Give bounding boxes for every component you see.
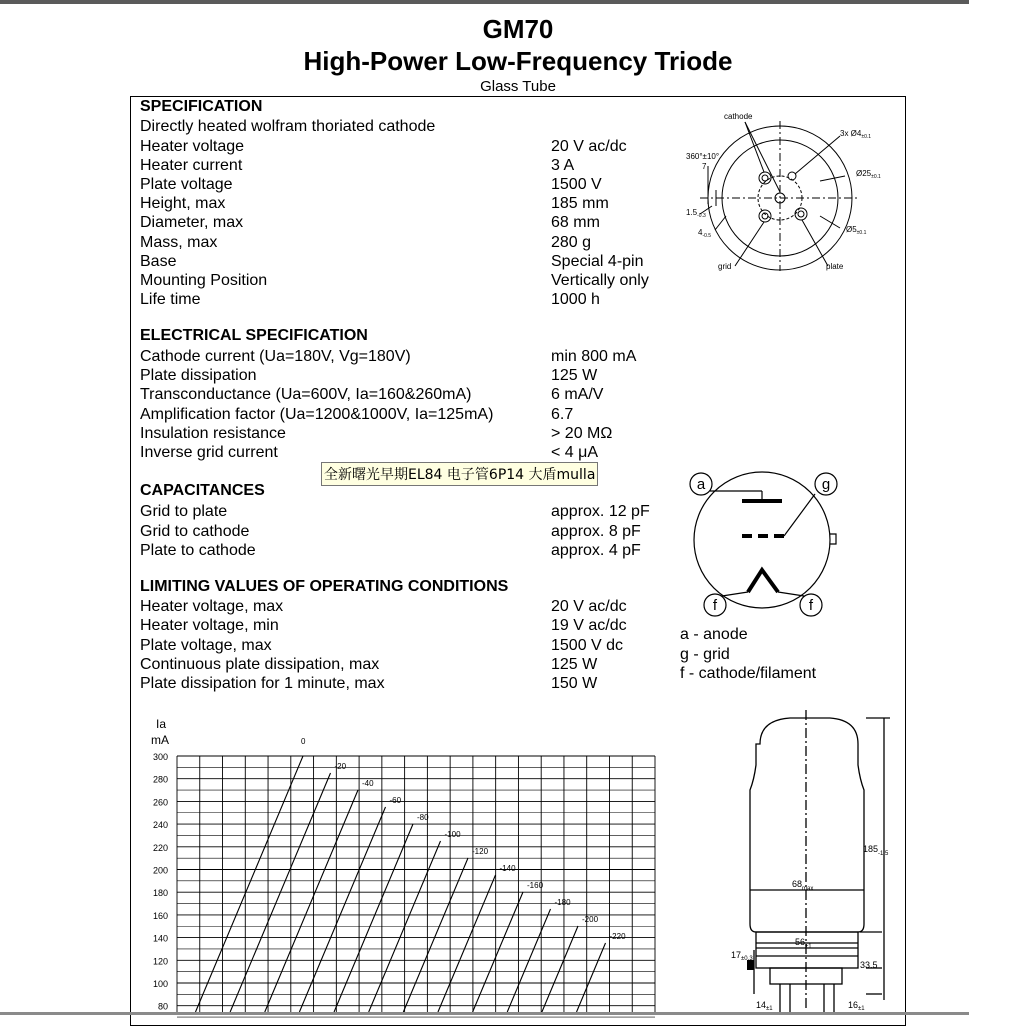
outline-pin-h-label: $17_{\pm 0.3}$ xyxy=(731,950,753,962)
limiting-row-value: 1500 V dc xyxy=(551,636,624,654)
chart-curve-label: -200 xyxy=(582,915,599,924)
tube-outline-drawing xyxy=(730,710,889,1015)
base-d5-label: $Ø5_{\pm 0.1}$ xyxy=(846,225,867,236)
chart-curve-line xyxy=(299,807,385,1012)
base-d25-label: $Ø25_{\pm 0.1}$ xyxy=(856,169,881,180)
capacitances-heading: CAPACITANCES xyxy=(140,482,265,499)
plate-characteristics-chart xyxy=(140,712,670,1012)
chart-curve-label: 0 xyxy=(301,737,306,746)
specification-row-label: Diameter, max xyxy=(140,214,244,232)
specification-row-label: Base xyxy=(140,252,177,270)
limiting-row-value: 20 V ac/dc xyxy=(551,598,627,615)
legend-anode: a - anode xyxy=(680,626,748,643)
chart-curve-line xyxy=(438,875,496,1012)
chart-y-tick-label: 300 xyxy=(152,752,168,762)
tube-model: GM70 xyxy=(482,14,554,44)
capacitances-row-value: approx. 4 pF xyxy=(551,542,641,559)
electrical-row-label: Transconductance (Ua=600V, Ia=160&260mA) xyxy=(140,386,472,404)
base-pin-drawing xyxy=(680,106,881,281)
triode-schematic xyxy=(680,468,850,618)
chart-curve-line xyxy=(473,892,523,1012)
outline-pin1-label: $14_{\pm 1}$ xyxy=(756,1000,773,1012)
chart-y-tick-label: 80 xyxy=(157,1001,168,1012)
chart-ylabel-unit: mA xyxy=(151,733,169,747)
chart-curve-line xyxy=(195,756,303,1012)
outline-base-h-label: 33.5 xyxy=(860,960,878,970)
chart-curve-label: -20 xyxy=(334,762,347,771)
capacitances-row-label: Plate to cathode xyxy=(140,542,256,559)
specification-row-label: Heater current xyxy=(140,157,243,175)
chart-y-tick-label: 260 xyxy=(152,797,168,808)
specification-row-label: Heater voltage xyxy=(140,138,245,155)
pin-f1-label: f xyxy=(712,597,718,614)
specification-row-label: Life time xyxy=(140,290,201,308)
electrical-row-value: > 20 MΩ xyxy=(551,424,613,442)
chart-curve-label: -160 xyxy=(527,881,544,890)
electrical-row-value: min 800 mA xyxy=(551,348,637,365)
outline-base-d-label: $56_{\pm 1}$ xyxy=(795,937,812,950)
capacitances-row-label: Grid to cathode xyxy=(140,522,250,540)
chart-y-tick-label: 280 xyxy=(152,774,168,785)
limiting-row-label: Continuous plate dissipation, max xyxy=(140,655,380,673)
base-dim4-label: $4_{-0.5}$ xyxy=(698,228,712,239)
chart-y-tick-label: 220 xyxy=(152,842,168,853)
chart-curve-label: -60 xyxy=(389,796,402,805)
electrical-row-value: < 4 μA xyxy=(551,444,599,461)
limiting-row-label: Plate dissipation for 1 minute, max xyxy=(140,675,385,693)
specification-row-value: 68 mm xyxy=(551,214,600,232)
legend-grid: g - grid xyxy=(680,646,730,663)
electrical-row-value: 6.7 xyxy=(551,405,574,423)
limiting-row-value: 150 W xyxy=(551,675,598,693)
specification-row-value: 185 mm xyxy=(551,195,609,213)
limiting-heading: LIMITING VALUES OF OPERATING CONDITIONS xyxy=(140,578,509,595)
chart-curve-line xyxy=(334,824,413,1012)
electrical-row-value: 125 W xyxy=(551,367,598,385)
limiting-row-label: Heater voltage, max xyxy=(140,598,284,615)
base-grid-label: grid xyxy=(718,262,732,271)
pin-a-label: a xyxy=(696,476,706,493)
chart-y-tick-label: 240 xyxy=(152,820,168,831)
chart-curve-label: -180 xyxy=(554,898,571,907)
specification-row-value: 20 V ac/dc xyxy=(551,138,627,155)
chart-curve-label: -220 xyxy=(609,932,626,941)
limiting-row-label: Heater voltage, min xyxy=(140,617,279,635)
specification-row-label: Plate voltage xyxy=(140,176,233,194)
pin-g-label: g xyxy=(821,476,831,493)
electrical-heading: ELECTRICAL SPECIFICATION xyxy=(140,327,368,344)
specification-row-value: 1000 h xyxy=(551,290,600,308)
specification-row-value: 1500 V xyxy=(551,176,602,194)
chart-curve-label: -40 xyxy=(362,779,374,788)
limiting-row-value: 125 W xyxy=(551,655,598,673)
base-holes-label: 3x $Ø4_{\pm 0.1}$ xyxy=(840,129,872,140)
page-subtitle: Glass Tube xyxy=(480,78,556,95)
chart-y-tick-label: 120 xyxy=(152,956,168,967)
pin-f2-label: f xyxy=(808,597,814,614)
outline-pin2-label: $16_{\pm 1}$ xyxy=(848,1000,865,1012)
chart-y-tick-label: 140 xyxy=(152,933,168,944)
electrical-row-label: Amplification factor (Ua=1200&1000V, Ia=125mA) xyxy=(140,405,494,423)
window-bottom-edge xyxy=(0,1012,969,1015)
base-cathode-label: cathode xyxy=(724,112,753,121)
specification-row-label: Height, max xyxy=(140,195,226,213)
chart-curve-line xyxy=(542,926,578,1012)
base-dim15-label: $1.5_{-0.3}$ xyxy=(686,208,706,219)
outline-diameter-label: $68_{max}$ xyxy=(792,879,814,892)
chart-curve-label: -140 xyxy=(499,864,516,873)
electrical-row-label: Plate dissipation xyxy=(140,367,257,385)
chart-y-tick-label: 200 xyxy=(152,865,168,876)
limiting-row-value: 19 V ac/dc xyxy=(551,617,627,635)
specification-row-value: 280 g xyxy=(551,233,592,251)
page-title: High-Power Low-Frequency Triode xyxy=(303,46,733,76)
base-plate-label: plate xyxy=(826,262,844,271)
specification-row-label: Mass, max xyxy=(140,233,218,251)
capacitances-row-value: approx. 12 pF xyxy=(551,503,650,520)
base-angle-div: 7 xyxy=(702,162,707,171)
chart-curve-label: -80 xyxy=(417,813,429,822)
electrical-row-label: Insulation resistance xyxy=(140,424,286,442)
chart-curve-label: -100 xyxy=(444,830,461,839)
base-angle-label: 360°±10° xyxy=(686,152,720,161)
chart-curve-line xyxy=(265,790,358,1012)
limiting-row-label: Plate voltage, max xyxy=(140,636,272,654)
chart-ylabel-top: Ia xyxy=(156,717,167,731)
specification-heading: SPECIFICATION xyxy=(140,98,263,115)
chart-y-tick-label: 180 xyxy=(152,888,168,899)
legend-cathode: f - cathode/filament xyxy=(680,665,817,682)
electrical-row-label: Cathode current (Ua=180V, Vg=180V) xyxy=(140,348,411,365)
hover-tooltip: 全新曙光早期EL84 电子管6P14 大盾mulla xyxy=(321,462,598,486)
electrical-row-label: Inverse grid current xyxy=(140,444,278,461)
capacitances-row-label: Grid to plate xyxy=(140,503,228,520)
chart-curve-line xyxy=(577,943,606,1012)
specification-row-label: Mounting Position xyxy=(140,271,268,289)
window-top-edge xyxy=(0,0,969,4)
electrical-row-value: 6 mA/V xyxy=(551,386,604,404)
specification-row-value: Special 4-pin xyxy=(551,252,644,270)
specification-row-value: Vertically only xyxy=(551,271,649,289)
chart-y-tick-label: 100 xyxy=(152,979,168,989)
specification-description: Directly heated wolfram thoriated cathode xyxy=(140,118,436,135)
specification-row-value: 3 A xyxy=(551,157,575,175)
outline-height-label: $185_{-1.5}$ xyxy=(863,844,889,857)
capacitances-row-value: approx. 8 pF xyxy=(551,522,641,540)
chart-y-tick-label: 160 xyxy=(152,910,168,921)
chart-curve-label: -120 xyxy=(472,847,489,856)
